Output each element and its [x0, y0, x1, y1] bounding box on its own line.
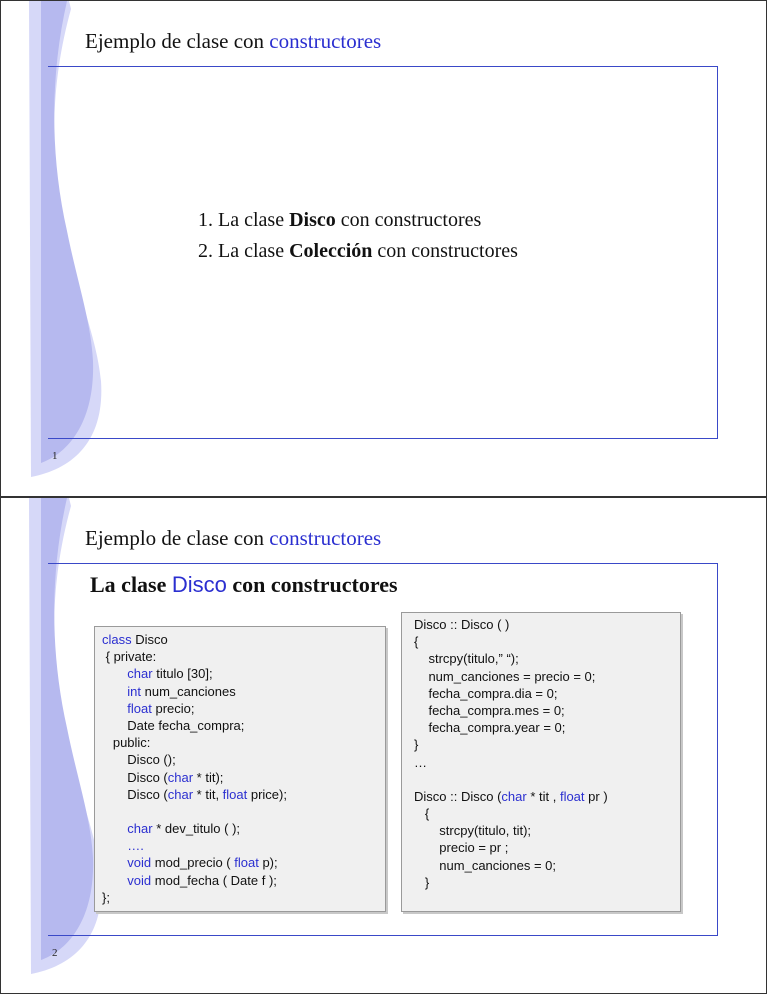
code-line: Disco (); — [127, 752, 176, 768]
code-line: class Disco — [102, 632, 168, 647]
code-line: float precio; — [127, 700, 195, 716]
class-declaration-code — [94, 626, 386, 912]
code-line: fecha_compra.year = 0; — [428, 720, 566, 736]
code-line: precio = pr ; — [439, 840, 509, 856]
code-line — [102, 803, 385, 820]
slide-title: Ejemplo de clase con constructores — [85, 526, 382, 550]
page-number: 2 — [52, 947, 58, 959]
code-line: char * dev_titulo ( ); — [127, 821, 241, 837]
code-line: …. — [127, 838, 144, 854]
code-line: fecha_compra.mes = 0; — [428, 702, 565, 718]
topic-item: 1. La clase Disco con constructores — [198, 209, 482, 231]
slide-1 — [0, 0, 767, 497]
code-line: … — [414, 754, 427, 770]
code-line: void mod_precio ( float p); — [127, 855, 278, 871]
code-line: Disco :: Disco ( ) — [414, 617, 510, 632]
code-line: void mod_fecha ( Date f ); — [127, 872, 277, 888]
code-line: fecha_compra.dia = 0; — [428, 685, 558, 701]
slide-title: Ejemplo de clase con constructores — [85, 29, 382, 53]
code-line: Disco (char * tit, float price); — [127, 786, 287, 802]
code-line: strcpy(titulo, tit); — [439, 823, 532, 839]
code-line — [414, 771, 680, 788]
code-line: strcpy(titulo,” “); — [428, 651, 519, 667]
code-line: { — [414, 634, 419, 650]
slide-subtitle: La clase Disco con constructores — [90, 572, 398, 597]
code-line: num_canciones = precio = 0; — [428, 668, 596, 684]
code-line: Disco (char * tit); — [127, 769, 224, 785]
topic-list — [198, 205, 518, 267]
code-line: Date fecha_compra; — [127, 717, 245, 733]
constructor-definitions-code — [401, 612, 681, 912]
code-line: num_canciones = 0; — [439, 857, 557, 873]
code-line: }; — [102, 889, 110, 905]
topic-item: 2. La clase Colección con constructores — [198, 240, 518, 262]
code-line: Disco :: Disco (char * tit , float pr ) — [414, 788, 608, 804]
code-line: public: — [112, 735, 151, 751]
code-line: } — [424, 874, 430, 890]
code-line: { — [424, 806, 430, 822]
code-line: } — [414, 737, 419, 753]
code-line: char titulo [30]; — [127, 666, 213, 682]
page-number: 1 — [52, 450, 58, 462]
code-line: { private: — [105, 649, 157, 665]
code-line: int num_canciones — [127, 683, 236, 699]
